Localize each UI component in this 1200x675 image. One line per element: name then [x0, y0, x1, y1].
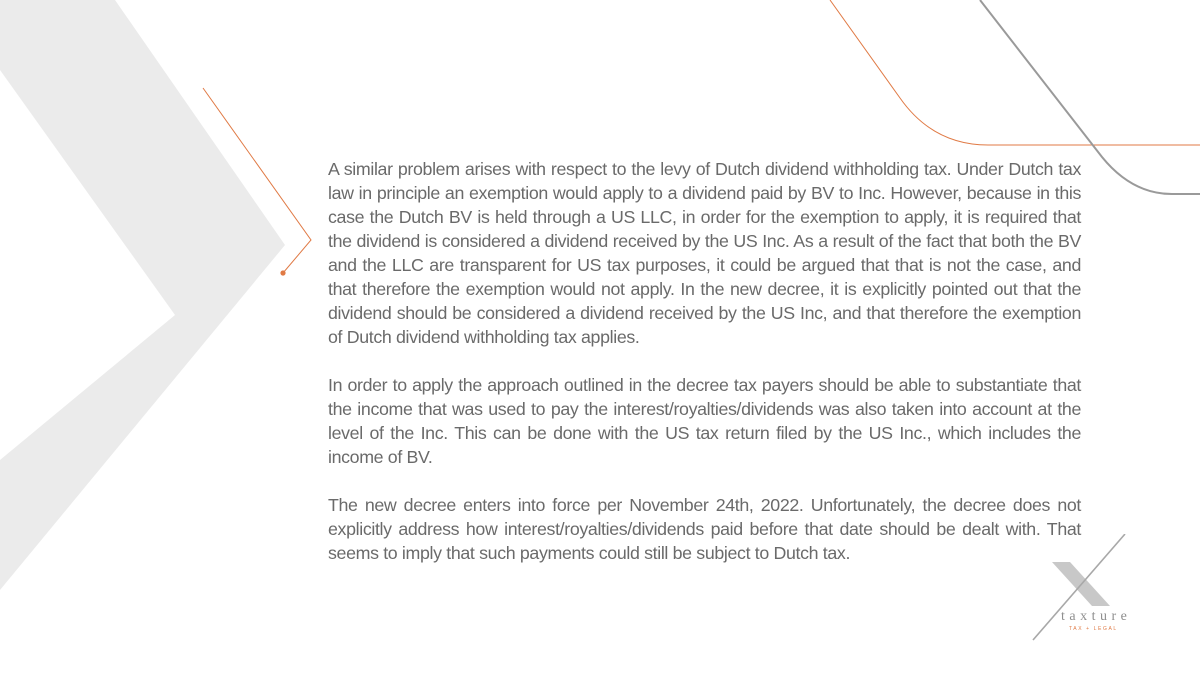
paragraph: A similar problem arises with respect to the levy of Dutch dividend withholding tax. Under Dutch tax law in principle an exemption would apply to a dividend paid by BV to Inc. However, because in this case the Dutch BV is held through a US LLC, in order for the exemption to apply, it is required that the dividend is considered a dividend received by the US Inc. As a result of the fact that both the BV and the LLC are transparent for US tax purposes, it could be argued that that is not the case, and that therefore the exemption would not apply. In the new decree, it is explicitly pointed out that the dividend should be considered a dividend received by the US Inc, and that therefore the exemption of Dutch dividend withholding tax applies. [328, 159, 1081, 347]
logo-tagline: TAX + LEGAL [1069, 626, 1118, 632]
paragraph: In order to apply the approach outlined in the decree tax payers should be able to substantiate that the income that was used to pay the interest/royalties/dividends was also taken into account at the level of the Inc. This can be done with the US tax return filed by the US Inc., which includes the income of BV. [328, 375, 1081, 467]
orange-curve-line [830, 0, 1200, 145]
logo-wordmark: taxture [1061, 609, 1132, 624]
paragraph: The new decree enters into force per November 24th, 2022. Unfortunately, the decree does not explicitly address how interest/royalties/dividends paid before that date should be dealt with. That seems to imply that such payments could still be subject to Dutch tax. [328, 495, 1081, 563]
orange-dot [280, 270, 285, 275]
document-body [328, 157, 1081, 565]
chevron-shape [0, 0, 285, 590]
